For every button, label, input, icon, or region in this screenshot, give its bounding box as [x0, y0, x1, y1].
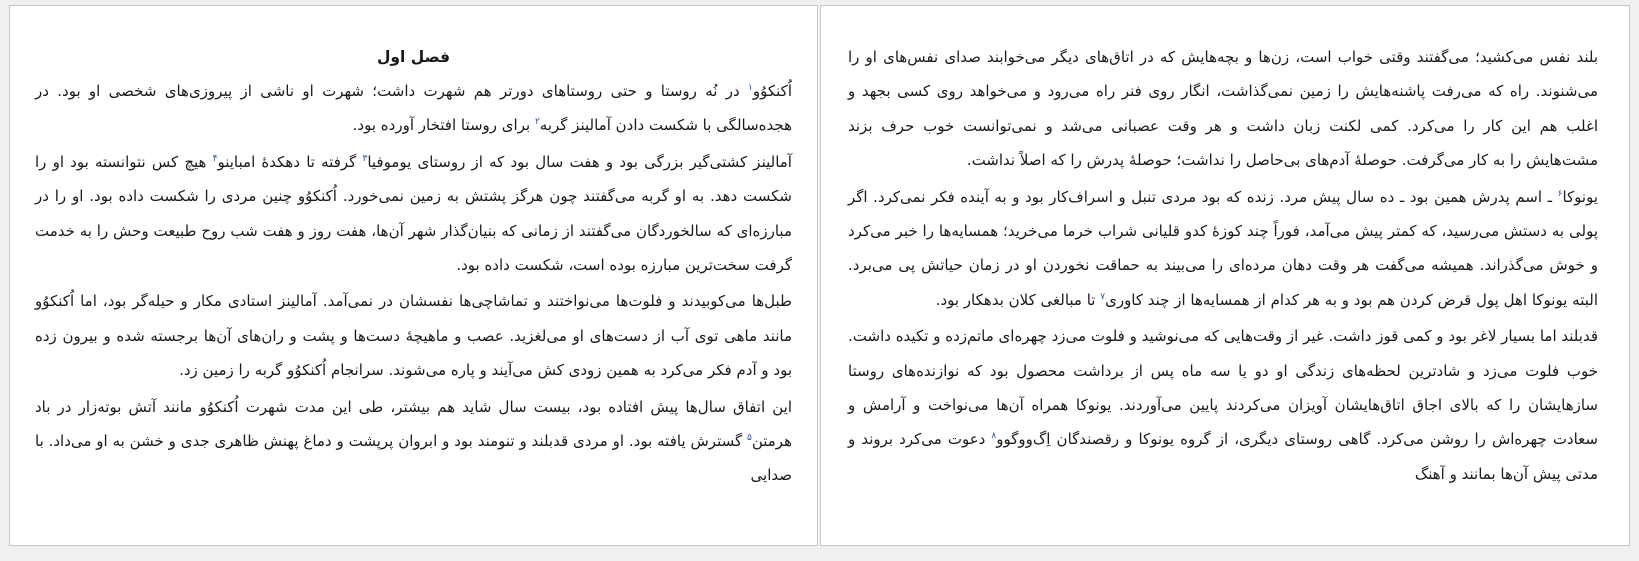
footnote-marker[interactable]: ۳	[362, 153, 368, 164]
text-run: این اتفاق سال‌ها پیش افتاده بود، بیست سال شاید هم بیشتر، طی این مدت شهرت اُکنکوُو مانند آتش بوته‌زار در باد هرمتن	[35, 397, 792, 451]
footnote-marker[interactable]: ۸	[991, 431, 997, 442]
left-paragraphs	[35, 74, 792, 493]
text-run: آمالینز کشتی‌گیر بزرگی بود و هفت سال بود که از روستای یوموفیا	[367, 152, 792, 171]
text-run: تا مبالغی کلان بدهکار بود.	[935, 290, 1101, 309]
text-run: دعوت می‌کرد بروند و مدتی پیش آن‌ها بمانند و آهنگ	[848, 430, 1598, 483]
page-right-content	[848, 40, 1598, 493]
paragraph	[848, 319, 1598, 491]
chapter-title: فصل اول	[376, 48, 451, 66]
text-run: در نُه روستا و حتی روستاهای دورتر هم شهرت داشت؛ شهرت او ناشی از پیروزی‌های شخصی او بود. در هجده‌سالگی با شکست دادن آمالینز گربه	[35, 82, 792, 135]
paragraph	[35, 74, 792, 143]
paragraph	[35, 390, 792, 493]
footnote-marker[interactable]: ۷	[1100, 291, 1106, 302]
footnote-marker[interactable]: ۵	[746, 433, 752, 444]
text-run: طبل‌ها می‌کوبیدند و فلوت‌ها می‌نواختند و تماشاچی‌ها نفسشان در نمی‌آمد. آمالینز استادی مکار و حیله‌گر بود، اما اُکنکوُو مانند ماهی توی آب از دست‌های او می‌لغزید. عصب و ماهیچهٔ دست‌ها و پشت و ران‌های آن‌ها برجسته شده و بیرون زده بود و آدم فکر می‌کرد به همین زودی کش می‌آیند و پاره می‌شوند. سرانجام اُکنکوُو گربه را زمین زد.	[35, 292, 792, 380]
text-run: گسترش یافته بود. او مردی قدبلند و تنومند بود و ابروان پرپشت و دماغ پهنش ظاهری جدی و خشن به او می‌داد. با صدایی	[35, 432, 792, 485]
page-left	[9, 5, 818, 546]
footnote-marker[interactable]: ۱	[748, 83, 753, 93]
paragraph	[35, 145, 792, 283]
page-right	[820, 5, 1630, 546]
text-run: ـ اسم پدرش همین بود ـ ده سال پیش مرد. زنده که بود مردی تنبل و اسراف‌کار بود و به آینده فکر نمی‌کرد. اگر پولی به دستش می‌رسید، که کمتر پیش می‌آمد، فوراً چند کوزهٔ کدو قلیانی شراب خرما می‌خرید؛ همسایه‌ها را خبر می‌کرد و خوش می‌گذراند. همیشه می‌گفت هر وقت دهان مرده‌ای را می‌بیند به حماقت نخوردن او در زمان حیاتش پی می‌برد. البته یونوکا اهل پول قرض کردن هم بود و به هر کدام از همسایه‌ها از چند کاوری	[848, 187, 1598, 309]
page-left-content	[35, 40, 792, 495]
text-run: قدبلند اما بسیار لاغر بود و کمی قوز داشت. غیر از وقت‌هایی که می‌نوشید و فلوت می‌زد چهره‌ای ماتم‌زده و تکیده داشت. خوب فلوت می‌زد و شادترین لحظه‌های زندگی او دو یا سه ماه پس از برداشت محصول بود که نوازنده‌های روستا سازهایشان را که بالای اجاق اتاق‌هایشان آویزان می‌کردند پایین می‌آوردند. یونوکا همراه آن‌ها می‌نواخت و آرامش و سعادت چهره‌اش را روشن می‌کرد. گاهی روستای دیگری، از گروه یونوکا و رقصندگان اِگ‌ووگوو	[848, 327, 1598, 449]
paragraph	[848, 40, 1598, 178]
text-run: برای روستا افتخار آورده بود.	[352, 116, 535, 135]
text-run: بلند نفس می‌کشید؛ می‌گفتند وقتی خواب است، زن‌ها و بچه‌هایش که در اتاق‌های دیگر می‌خوابند صدای نفس‌های او را می‌شنوند. راه که می‌رفت پاشنه‌هایش را زمین نمی‌گذاشت، انگار روی فنر راه می‌رود و می‌خواهد روی کسی بجهد و اغلب هم این کار را می‌کرد. کمی لکنت زبان داشت و هر وقت عصبانی می‌شد و نمی‌توانست خوب حرف بزند مشت‌هایش را به کار می‌گرفت. حوصلهٔ آدم‌های بی‌حاصل را نداشت؛ حوصلهٔ پدرش را که اصلاً نداشت.	[848, 48, 1598, 170]
text-run: یونوکا	[1562, 187, 1598, 206]
text-run: هیچ کس نتوانسته بود او را شکست دهد. به او گربه می‌گفتند چون هرگز پشتش به زمین نمی‌خورد. اُکنکوُو چنین مردی را شکست داده بود. او را در مبارزه‌ای که سالخوردگان می‌گفتند از زمانی که بنیان‌گذار شهر آن‌ها، هفت روز و هفت شب روح طبیعت وحش را به خدمت گرفت سخت‌ترین مبارزه بوده است، شکست داده بود.	[35, 152, 792, 275]
text-run: گرفته تا دهکدهٔ امباینو	[217, 152, 363, 171]
footnote-marker[interactable]: ۴	[212, 153, 218, 164]
paragraph	[848, 180, 1598, 318]
footnote-marker[interactable]: ۲	[534, 117, 540, 128]
text-run: اُکنکوُو	[752, 82, 792, 100]
footnote-marker[interactable]: ۶	[1557, 188, 1563, 199]
paragraph	[35, 284, 792, 387]
right-paragraphs	[848, 40, 1598, 491]
